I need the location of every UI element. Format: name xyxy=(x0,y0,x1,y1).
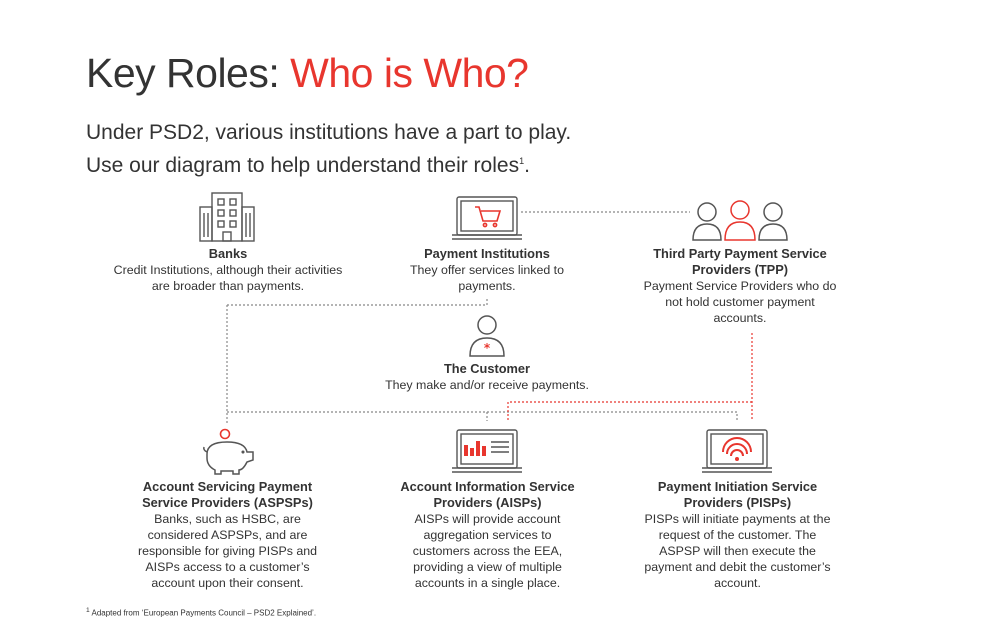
piggy-bank-icon xyxy=(199,428,257,476)
footnote-text: Adapted from ‘European Payments Council – PSD2 Explained’. xyxy=(91,608,317,618)
node-customer-title: The Customer xyxy=(443,361,531,376)
footnote-mark: 1 xyxy=(86,607,90,614)
node-pisp-desc: PISPs will initiate payments at the request of the customer. The ASPSP will then execute the payment and debit the customer’s account. xyxy=(644,512,831,590)
node-tpp-desc: Payment Service Providers who do not hold customer payment accounts. xyxy=(643,279,837,325)
node-banks xyxy=(112,246,344,294)
subtitle-footnote-mark: 1 xyxy=(519,156,525,166)
node-payment-institutions-desc: They offer services linked to payments. xyxy=(409,263,565,293)
node-payment-institutions-title: Payment Institutions xyxy=(424,246,550,261)
subtitle-line-1: Under PSD2, various institutions have a part to play. xyxy=(86,121,572,144)
node-pisp-title: Payment Initiation Service Providers (PISPs) xyxy=(657,479,818,510)
laptop-wifi-icon xyxy=(701,428,773,476)
laptop-chart-icon xyxy=(451,428,523,476)
customer-person-icon xyxy=(467,314,507,358)
customer-asterisk-icon: * xyxy=(483,341,491,355)
node-banks-desc: Credit Institutions, although their activities are broader than payments. xyxy=(113,263,343,293)
node-aisp-desc: AISPs will provide account aggregation services to customers across the EEA, providing a view of multiple accounts in a single place. xyxy=(412,512,563,590)
node-aspsp xyxy=(125,479,330,591)
node-tpp xyxy=(640,246,840,326)
node-aisp xyxy=(395,479,580,591)
node-aspsp-title: Account Servicing Payment Service Providers (ASPSPs) xyxy=(142,479,313,510)
connector-grey-bus xyxy=(227,412,737,421)
node-tpp-title: Third Party Payment Service Providers (TPP) xyxy=(653,246,827,277)
subtitle-line-2: Use our diagram to help understand their roles xyxy=(86,154,520,177)
laptop-cart-icon xyxy=(451,195,523,243)
node-payment-institutions xyxy=(402,246,572,294)
node-customer-desc: They make and/or receive payments. xyxy=(385,378,589,392)
node-aspsp-desc: Banks, such as HSBC, are considered ASPSPs, and are responsible for giving PISPs and AISPs access to a customer’s account upon their consent. xyxy=(137,512,318,590)
node-customer xyxy=(352,361,622,393)
subtitle-end: . xyxy=(524,154,530,177)
title-accent: Who is Who? xyxy=(290,50,529,96)
title-prefix: Key Roles: xyxy=(86,50,280,96)
people-group-icon xyxy=(690,200,790,246)
connector-banks-payment-institutions xyxy=(227,297,487,305)
footnote xyxy=(86,607,316,618)
node-banks-title: Banks xyxy=(208,246,248,261)
node-pisp xyxy=(640,479,835,591)
bank-building-icon xyxy=(197,191,257,243)
node-aisp-title: Account Information Service Providers (AISPs) xyxy=(400,479,575,510)
